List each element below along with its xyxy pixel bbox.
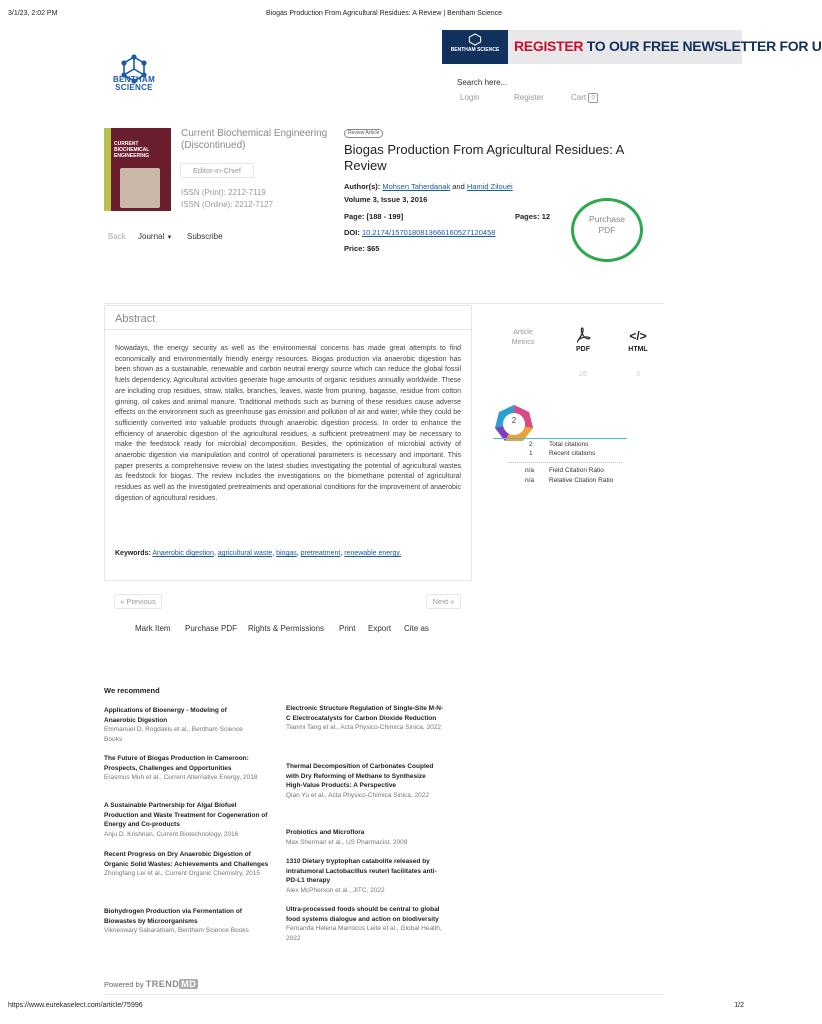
banner-register: REGISTER: [514, 38, 584, 54]
fcr-value: n/a: [525, 467, 535, 474]
keyword-link[interactable]: agricultural waste: [217, 550, 273, 557]
powered-by-label: Powered by: [104, 980, 144, 989]
citation-divider: [508, 462, 622, 463]
list-item[interactable]: [104, 754, 269, 783]
subscribe-link[interactable]: Subscribe: [187, 232, 223, 241]
rec-title: Probiotics and Microflora: [286, 829, 365, 836]
rec-title: Biohydrogen Production via Fermentation of Biowastes by Microorganisms: [104, 908, 242, 925]
article-metrics-line-2: Metrics: [511, 339, 535, 346]
back-link[interactable]: Back: [108, 232, 126, 241]
keyword-link[interactable]: pretreatment: [300, 550, 341, 557]
journal-title[interactable]: Current Biochemical Engineering (Discontinued): [181, 128, 328, 151]
list-item[interactable]: [286, 762, 436, 800]
pdf-count: 26: [579, 371, 587, 378]
doi-label: DOI:: [344, 228, 360, 237]
list-item[interactable]: [104, 850, 274, 879]
trendmd-logo: [146, 979, 199, 989]
keyword-link[interactable]: renewable energy.: [344, 550, 402, 557]
powered-by-trendmd[interactable]: [104, 979, 198, 989]
rcr-label: Relative Citation Ratio: [549, 477, 614, 484]
rec-title: A Sustainable Partnership for Algal Biofuel Production and Waste Treatment for Cogeneration of Energy and Co-products: [104, 802, 268, 828]
banner-logo-text: BENTHAM SCIENCE: [450, 47, 500, 53]
register-link[interactable]: Register: [514, 93, 544, 102]
print-page-title: Biogas Production From Agricultural Residues: A Review | Bentham Science: [265, 10, 503, 17]
rec-source: Max Sherman et al., US Pharmacist, 2009: [286, 838, 408, 846]
list-item[interactable]: [286, 857, 446, 895]
previous-button[interactable]: « Previous: [114, 594, 162, 609]
login-link[interactable]: Login: [460, 93, 480, 102]
editor-in-chief-button[interactable]: Editor-in-Chief: [180, 163, 254, 178]
purchase-pdf-action[interactable]: Purchase PDF: [185, 624, 238, 633]
rec-title: Thermal Decomposition of Carbonates Coupled with Dry Reforming of Methane to Synthesize High-Value Products: A Perspective: [286, 763, 434, 789]
page-count: [515, 212, 550, 221]
total-citations-label[interactable]: Total citations: [549, 441, 589, 448]
fcr-label: Field Citation Ratio: [549, 467, 604, 474]
list-item[interactable]: [286, 704, 444, 733]
journal-cover[interactable]: [104, 128, 171, 211]
rec-title: Ultra-processed foods should be central to global food systems dialogue and action on biodiversity: [286, 906, 440, 923]
article-title: Biogas Production From Agricultural Residues: A Review: [344, 142, 624, 173]
price-line: [344, 244, 379, 253]
page-range: [344, 212, 403, 221]
page-label: Page:: [344, 212, 365, 221]
keyword-link[interactable]: biogas: [276, 550, 297, 557]
banner-rest: TO OUR FREE NEWSLETTER FOR U: [583, 38, 822, 54]
export-action[interactable]: Export: [368, 624, 392, 633]
pdf-icon[interactable]: [574, 326, 592, 344]
issn-print: ISSN (Print): 2212-7119: [181, 188, 266, 197]
abstract-header: [105, 306, 471, 330]
recent-citations-value: 1: [529, 450, 533, 457]
cite-as-action[interactable]: Cite as: [404, 624, 429, 633]
cart-link[interactable]: [571, 93, 598, 103]
cart-count: 0: [588, 93, 598, 103]
html-count: 3: [636, 371, 640, 378]
banner-logo-icon: [467, 33, 483, 46]
rec-source: Qian Yu et al., Acta Physico-Chimica Sinica, 2022: [286, 791, 429, 799]
print-footer: [0, 998, 768, 1018]
article-type-badge: Review Article: [344, 129, 383, 138]
purchase-pdf-button[interactable]: [571, 198, 643, 262]
pdf-label: PDF: [576, 346, 590, 353]
cover-image: [120, 168, 160, 208]
list-item[interactable]: [104, 801, 269, 839]
price-label: Price:: [344, 244, 365, 253]
citation-bar: [493, 438, 627, 439]
banner-logo-block: [442, 30, 508, 64]
footer-divider: [104, 994, 664, 995]
authors-line: [344, 182, 513, 191]
list-item[interactable]: [104, 907, 264, 936]
rec-title: Recent Progress on Dry Anaerobic Digestion of Organic Solid Wastes: Achievements and Challenges: [104, 851, 269, 868]
author-link-2[interactable]: Hamid Zilouei: [466, 182, 513, 191]
article-metrics-line-1: Article: [513, 329, 533, 336]
rec-title: 1310 Dietary tryptophan catabolite released by intratumoral Lactobacillus reuteri facilitates anti-PD-L1 therapy: [286, 858, 437, 884]
print-page-number: 1/2: [734, 1002, 744, 1009]
price-value: $65: [366, 244, 380, 253]
abstract-text: Nowadays, the energy security as well as the environmental concerns has made great attempts to find economically and environmentally friendly energy resources. Biogas production via anaerobic digestion has been shown as a sustainable, renewable and carbon neutral energy source which can reduce the global fossil fuels dependency. Agricultural activities generate huge amounts of organic residues annually worldwide. These are including crop residues, straw, stalks, branches, leaves, waste from pruning, bagasse, residue from cotton ginning, oil cakes and animal manure. Traditional methods such as burning of these residues cause adverse effects on the environment such as greenhouse gas emission and pollution of air and water, while they could be sufficiently converted into valuable products through anaerobic digestion process. In order to enhance the efficiency of anaerobic digestion of the agricultural residues, a sufficient pretreatment may be necessary to make the feedstock ready for microbial decomposition. Besides, the optimization of microbial activity of anaerobic digestion via manipulation and control of operational parameters is necessary and important. This paper presents a comprehensive review on the latest studies investigating the potential of agricultural wastes as feedstock for biogas. The review includes the investigations on the biomethane potential of agricultural residues as well as the investigated pretreatments and operational conditions for the improvement of anaerobic digestion of agricultural residues.: [115, 345, 461, 502]
issn-online: ISSN (Online): 2212-7127: [181, 200, 274, 209]
keyword-link[interactable]: Anaerobic digestion: [152, 550, 214, 557]
rec-title: The Future of Biogas Production in Cameroon: Prospects, Challenges and Opportunities: [104, 755, 249, 772]
print-header: [0, 0, 768, 20]
search-input[interactable]: Search here...: [457, 78, 508, 87]
rec-source: Emmanuel D. Rogdakis et al., Bentham Science Books: [104, 726, 243, 743]
page-value: [188 - 199]: [366, 212, 404, 221]
altmetric-score: 2: [511, 416, 517, 425]
author-link-1[interactable]: Mohsen Taherdanak: [382, 182, 451, 191]
rec-source: Zhongfang Lei et al., Current Organic Chemistry, 2015: [104, 870, 260, 877]
cover-title: CURRENT BIOCHEMICAL ENGINEERING: [114, 141, 150, 159]
rec-title: Electronic Structure Regulation of Single-Site M-N-C Electrocatalysts for Carbon Dioxide Reduction: [286, 705, 444, 722]
pages-label: Pages:: [515, 212, 540, 221]
rec-source: Erasmus Muh et al., Current Alternative Energy, 2018: [104, 774, 258, 781]
caret-down-icon: ▼: [166, 235, 173, 241]
purchase-line-1: Purchase: [589, 214, 625, 224]
abstract-panel: [104, 305, 472, 581]
rights-permissions-action[interactable]: Rights & Permissions: [248, 624, 325, 633]
doi-link[interactable]: 10.2174/1570180813666160527120458: [361, 228, 496, 237]
logo-line-1: BENTHAM: [112, 75, 156, 84]
total-citations-value: 2: [529, 441, 533, 448]
rec-source: Tianmi Tang et al., Acta Physico-Chimica Sinica, 2022: [286, 724, 441, 731]
divider: [104, 303, 664, 304]
list-item[interactable]: [104, 706, 254, 744]
cart-label: Cart: [571, 93, 587, 103]
purchase-pdf-label: [574, 214, 640, 236]
rec-source: Alex McPherson et al., JITC, 2022: [286, 886, 385, 894]
journal-dropdown-label: Journal: [138, 232, 165, 241]
authors-label: Author(s):: [344, 182, 381, 191]
list-item[interactable]: [286, 828, 446, 847]
code-icon[interactable]: </>: [629, 329, 647, 343]
print-datetime: 3/1/23, 2:02 PM: [8, 10, 58, 17]
rcr-value: n/a: [525, 477, 535, 484]
keywords-line: Keywords: Anaerobic digestion, agricultural waste, biogas, pretreatment, renewable energy.: [115, 550, 402, 557]
newsletter-banner[interactable]: [442, 30, 822, 64]
logo-line-2: SCIENCE: [115, 83, 153, 92]
rec-source: Vikneswary Sabaratnam, Bentham Science Books: [104, 927, 249, 934]
recent-citations-label[interactable]: Recent citations: [549, 450, 596, 457]
recommend-heading: We recommend: [104, 686, 160, 695]
list-item[interactable]: [286, 905, 446, 943]
print-url: https://www.eurekaselect.com/article/75996: [8, 1002, 143, 1009]
print-action[interactable]: Print: [339, 624, 356, 633]
journal-dropdown[interactable]: [138, 232, 172, 241]
mark-item-action[interactable]: Mark Item: [135, 624, 171, 633]
bentham-logo-text[interactable]: [104, 76, 164, 92]
authors-and: and: [452, 182, 465, 191]
pages-value: 12: [541, 212, 551, 221]
banner-message: [514, 38, 822, 54]
purchase-line-2: PDF: [598, 225, 616, 235]
doi-line: [344, 228, 495, 237]
trendmd-md: MD: [181, 979, 197, 989]
next-button[interactable]: Next »: [426, 594, 461, 609]
rec-title: Applications of Bioenergy - Modeling of Anaerobic Digestion: [104, 707, 227, 724]
volume-info: Volume 3, Issue 3, 2016: [344, 195, 428, 204]
html-label: HTML: [628, 346, 648, 353]
rec-source: Anju D. Krishnan, Current Biotechnology, 2016: [104, 830, 239, 838]
trendmd-trend: TREND: [145, 979, 180, 989]
rec-source: Fernanda Helena Marrocos Leite et al., Global Health, 2022: [286, 925, 442, 942]
keywords-label: Keywords:: [115, 550, 151, 557]
article-metrics-label[interactable]: [500, 328, 546, 348]
abstract-heading: Abstract: [115, 313, 156, 325]
cover-strip: [104, 128, 111, 211]
